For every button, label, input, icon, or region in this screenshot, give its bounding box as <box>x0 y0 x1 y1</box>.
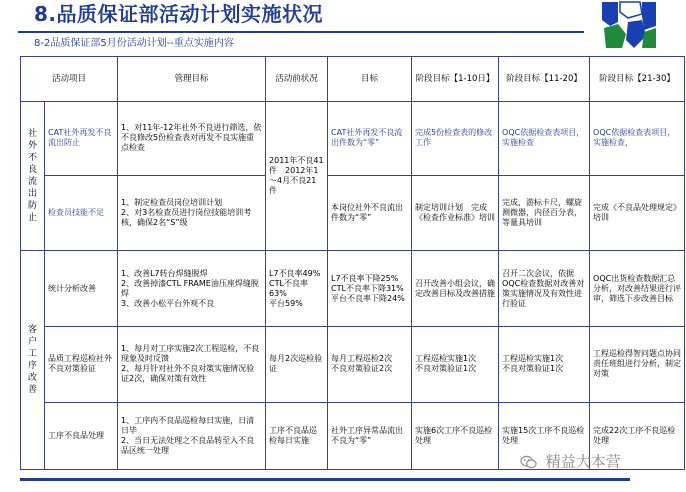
goal-cell: 本岗位社外不良流出件数为“零” <box>328 175 412 251</box>
goal-cell: 社外工序异常品流出不良为“零” <box>328 402 412 469</box>
table-row <box>21 175 685 251</box>
category-cell <box>21 102 45 251</box>
phase1-cell: 制定培训计划 完成《检查作业标准》培训 <box>412 175 499 251</box>
mgmt-cell: 1、每月对工序实施2次工程巡检，不良现象及时反馈 2、每月针对社外不良对策实施情况验证2次，确保对策有效性 <box>118 326 266 402</box>
table-row <box>21 326 685 402</box>
item-cell: 检查员技能不足 <box>45 175 118 251</box>
phase2-cell: 工程巡检实施1次 不良对策验证1次 <box>499 326 590 402</box>
phase2-cell: 召开二次会议，依据OQC检查数据对改善对策实施情况及有效性进行验证 <box>499 251 590 327</box>
wechat-icon <box>520 455 537 469</box>
goal-cell: CAT社外再发不良流出件数为“零” <box>328 102 412 176</box>
table-row <box>21 102 685 176</box>
table-row <box>21 251 685 327</box>
before-cell: 2011年不良41件 2012年1～4月不良21件 <box>266 102 328 251</box>
col-header-phase2: 阶段目标【11-20】 <box>499 57 590 102</box>
phase1-cell: 召开改善小组会议，确定改善目标及改善措施 <box>412 251 499 327</box>
mgmt-cell: 1、改善L7转台焊缝脱焊 2、改善掉漆CTL FRAME油压座焊缝脱焊 3、改善小松平台外观不良 <box>118 251 266 327</box>
mgmt-cell: 1、制定检查员岗位培训计划 2、对3名检查员进行岗位技能培训考核，确保2名“S”级 <box>118 175 266 251</box>
footer-rule <box>20 478 630 481</box>
phase2-cell: OQC依据检查表项目，实施检查 <box>499 102 590 176</box>
phase3-cell: 完成22次工序不良巡检处理 <box>590 402 685 469</box>
col-header-before: 活动前状况 <box>266 57 328 102</box>
phase1-cell: 工程巡检实施1次 不良对策验证1次 <box>412 326 499 402</box>
phase3-cell: 工程巡检得智问题点协同责任班组进行分析，制定对策 <box>590 326 685 402</box>
phase2-cell: 完成，游标卡尺，螺旋测微器，内径百分表，等量具培训 <box>499 175 590 251</box>
col-header-phase3: 阶段目标【21-30】 <box>590 57 685 102</box>
watermark-text: 精益大本营 <box>545 452 621 471</box>
col-header-phase1: 阶段目标【1-10日】 <box>412 57 499 102</box>
col-header-goal: 目标 <box>328 57 412 102</box>
mgmt-cell: 1、工序内不良品巡检每日实施，日清日毕 2、当日无法处理之不良品转至入不良品区统一处理 <box>118 402 266 469</box>
activity-plan-table <box>20 56 685 470</box>
logo-icon <box>598 0 658 50</box>
page-title: 8.品质保证部活动计划实施状况 <box>34 2 324 26</box>
before-cell: 工序不良品巡检每日实施 <box>266 402 328 469</box>
col-header-item: 活动项目 <box>21 57 118 102</box>
phase1-cell: 完成5份检查表的修改工作 <box>412 102 499 176</box>
before-cell: 每月2次巡检验证 <box>266 326 328 402</box>
page-subtitle: 8-2品质保证部5月份活动计划--重点实施内容 <box>34 38 234 49</box>
before-cell: L7不良率49% CTL不良率63% 平台59% <box>266 251 328 327</box>
table-header-row <box>21 57 685 102</box>
category-label: 客 户 工 序 改 善 <box>27 325 37 396</box>
col-header-mgmt: 管理目标 <box>118 57 266 102</box>
category-cell <box>21 251 45 470</box>
phase3-cell: OQC依据检查表项目，实施检查， <box>590 102 685 176</box>
phase2-cell: 实施15次工序不良巡检处理 <box>499 402 590 469</box>
item-cell: CAT社外再发不良流出防止 <box>45 102 118 176</box>
item-cell: 统计分析改善 <box>45 251 118 327</box>
phase3-cell: 完成《不良品处理规定》培训 <box>590 175 685 251</box>
item-cell: 工序不良品处理 <box>45 402 118 469</box>
watermark <box>520 451 621 472</box>
phase3-cell: OQC出货检查数据汇总分析，对改善结果进行评审，筛选下步改善目标 <box>590 251 685 327</box>
mgmt-cell: 1、对11年-12年社外不良进行筛选，依不良修改5份检查表对再发不良实施重点检查 <box>118 102 266 176</box>
title-underline <box>18 31 584 33</box>
category-label: 社 外 不 良 流 出 防 止 <box>27 129 37 224</box>
phase1-cell: 实施6次工序不良巡检处理 <box>412 402 499 469</box>
goal-cell: 每月工程巡检2次 不良对策验证2次 <box>328 326 412 402</box>
goal-cell: L7不良率下降25% CTL不良率下降31% 平台不良率下降24% <box>328 251 412 327</box>
item-cell: 品质工程巡检社外不良对策验证 <box>45 326 118 402</box>
